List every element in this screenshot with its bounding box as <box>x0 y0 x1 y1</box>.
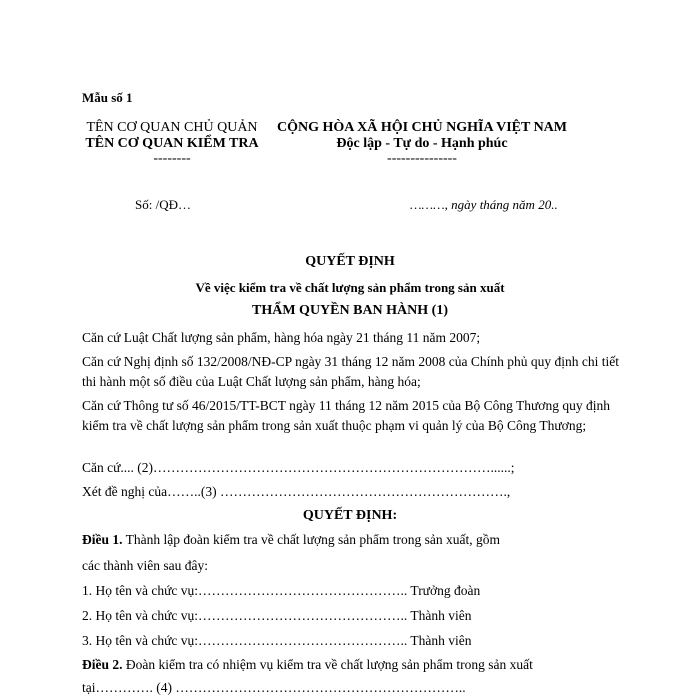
header-left <box>72 120 272 166</box>
governing-agency-name: TÊN CƠ QUAN CHỦ QUẢN <box>86 120 258 135</box>
motto: Độc lập - Tự do - Hạnh phúc <box>336 136 508 151</box>
article-1-continuation: các thành viên sau đây: <box>82 558 208 573</box>
member-1: 1. Họ tên và chức vụ:……………………………………….. Trưởng đoàn <box>82 583 481 598</box>
document-subtitle: Về việc kiểm tra về chất lượng sản phẩm trong sản xuất <box>195 280 505 295</box>
legal-basis-1: Căn cứ Luật Chất lượng sản phẩm, hàng hóa ngày 21 tháng 11 năm 2007; <box>82 330 481 345</box>
form-label: Mẫu số 1 <box>82 90 133 105</box>
article-2-text: Đoàn kiểm tra có nhiệm vụ kiểm tra về chất lượng sản phẩm trong sản xuất <box>122 657 533 672</box>
inspecting-agency-name: TÊN CƠ QUAN KIỂM TRA <box>85 136 259 151</box>
legal-basis-4: Căn cứ.... (2)…………………………………………………………………......; <box>82 460 515 475</box>
country-name: CỘNG HÒA XÃ HỘI CHỦ NGHĨA VIỆT NAM <box>276 120 567 135</box>
article-1-text: Thành lập đoàn kiểm tra về chất lượng sản phẩm trong sản xuất, gồm <box>122 532 500 547</box>
document-number: Số: /QĐ… <box>135 197 191 212</box>
article-2-continuation: tại…………. (4) ……………………………………………………….. <box>82 680 466 695</box>
right-separator: --------------- <box>387 151 457 166</box>
article-1 <box>82 532 500 548</box>
article-2 <box>82 657 533 673</box>
issuing-authority: THẨM QUYỀN BAN HÀNH (1) <box>252 303 448 318</box>
decision-heading: QUYẾT ĐỊNH: <box>302 508 398 523</box>
legal-basis-3: Căn cứ Thông tư số 46/2015/TT-BCT ngày 11 tháng 12 năm 2015 của Bộ Công Thương quy định kiểm tra về chất lượng sản phẩm trong sản xuất thuộc phạm vi quản lý của Bộ Công Thương; <box>82 398 610 433</box>
left-separator: -------- <box>153 151 191 166</box>
article-1-label: Điều 1. <box>82 532 123 547</box>
article-2-label: Điều 2. <box>82 657 123 672</box>
legal-basis-2: Căn cứ Nghị định số 132/2008/NĐ-CP ngày 31 tháng 12 năm 2008 của Chính phủ quy định chi tiết thi hành một số điều của Luật Chất lượng sản phẩm, hàng hóa; <box>82 354 620 389</box>
document-date: ………, ngày tháng năm 20.. <box>410 197 558 212</box>
header-right <box>272 120 572 166</box>
document-title: QUYẾT ĐỊNH <box>305 254 395 269</box>
proposal-line: Xét đề nghị của……..(3) ………………………………………………………., <box>82 484 511 499</box>
member-3: 3. Họ tên và chức vụ:……………………………………….. Thành viên <box>82 633 472 648</box>
member-2: 2. Họ tên và chức vụ:……………………………………….. Thành viên <box>82 608 472 623</box>
